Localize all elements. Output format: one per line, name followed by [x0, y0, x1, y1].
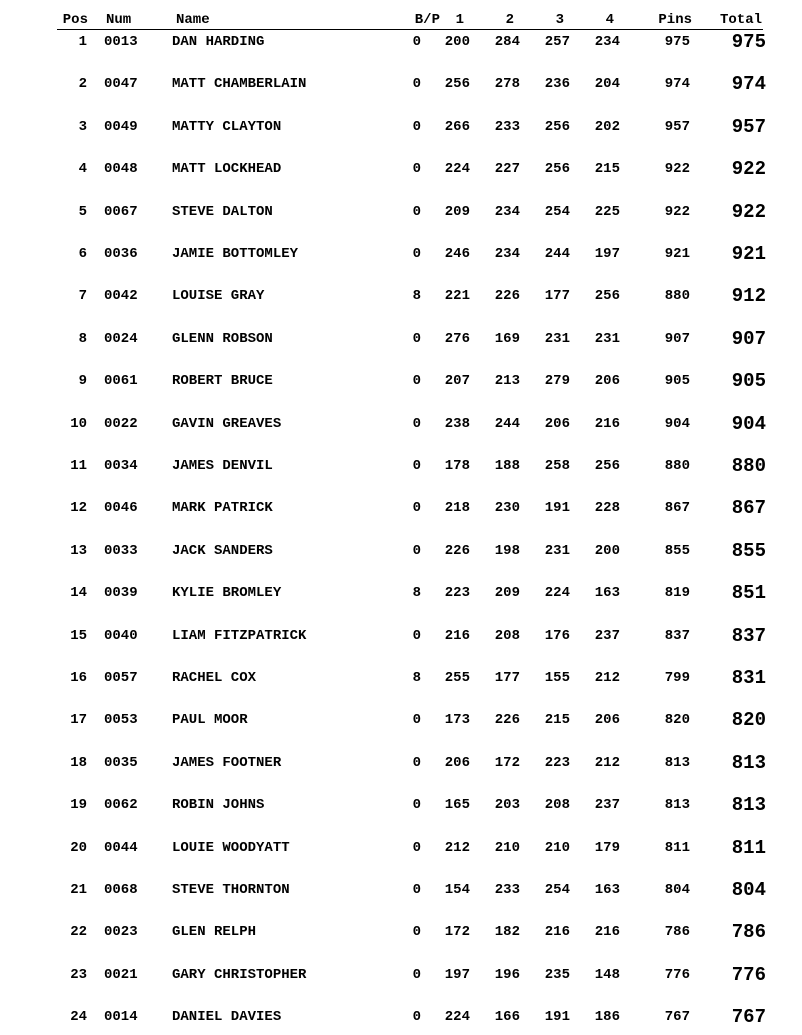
- row-pos: 24: [70, 1009, 87, 1026]
- row-bp: 8: [412, 670, 421, 686]
- row-total: 813: [731, 751, 766, 774]
- row-name: LIAM FITZPATRICK: [172, 627, 307, 644]
- row-bp: 0: [412, 754, 421, 771]
- header-bp: B/P: [414, 12, 440, 28]
- header-game-3: 3: [555, 12, 564, 28]
- row-game-4: 212: [594, 754, 620, 771]
- row-bp: 0: [412, 712, 421, 729]
- row-game-4: 206: [594, 712, 620, 729]
- row-pins: 922: [664, 161, 690, 178]
- table-row: [0, 116, 802, 138]
- row-num: 0061: [104, 373, 138, 390]
- row-game-3: 236: [544, 76, 570, 93]
- row-pos: 18: [70, 754, 87, 771]
- row-bp: 0: [412, 542, 421, 559]
- row-name: LOUISE GRAY: [172, 288, 265, 305]
- row-game-3: 257: [544, 34, 570, 50]
- row-num: 0042: [104, 288, 138, 305]
- row-bp: 0: [412, 415, 421, 432]
- row-game-2: 208: [494, 627, 520, 644]
- row-total: 922: [731, 200, 766, 223]
- row-game-2: 227: [494, 161, 520, 178]
- row-game-1: 206: [444, 754, 470, 771]
- row-game-1: 154: [444, 882, 470, 898]
- table-row: [0, 921, 802, 943]
- table-header: [0, 10, 802, 30]
- row-bp: 0: [412, 161, 421, 178]
- row-pins: 905: [664, 373, 690, 390]
- table-row: [0, 879, 802, 901]
- row-game-4: 202: [594, 118, 620, 135]
- row-game-1: 255: [444, 670, 470, 686]
- row-name: LOUIE WOODYATT: [172, 839, 290, 856]
- row-pins: 880: [664, 288, 690, 305]
- row-total: 851: [731, 582, 766, 605]
- row-game-3: 231: [544, 542, 570, 559]
- row-game-2: 226: [494, 288, 520, 305]
- row-game-2: 244: [494, 415, 520, 432]
- row-game-2: 234: [494, 203, 520, 220]
- row-name: JACK SANDERS: [172, 542, 273, 559]
- row-name: ROBIN JOHNS: [172, 797, 265, 814]
- row-game-1: 256: [444, 76, 470, 93]
- row-game-2: 203: [494, 797, 520, 814]
- row-game-1: 209: [444, 203, 470, 220]
- row-game-1: 197: [444, 966, 470, 983]
- row-game-4: 228: [594, 500, 620, 517]
- row-num: 0044: [104, 839, 138, 856]
- row-game-4: 179: [594, 839, 620, 856]
- row-total: 767: [731, 1006, 766, 1029]
- row-pins: 813: [664, 754, 690, 771]
- row-total: 975: [731, 31, 766, 53]
- row-game-1: 173: [444, 712, 470, 729]
- row-game-4: 197: [594, 246, 620, 262]
- row-game-4: 256: [594, 288, 620, 305]
- row-game-3: 210: [544, 839, 570, 856]
- row-game-2: 188: [494, 458, 520, 474]
- table-row: [0, 625, 802, 647]
- row-game-2: 209: [494, 585, 520, 602]
- row-game-4: 231: [594, 330, 620, 347]
- row-name: PAUL MOOR: [172, 712, 248, 729]
- row-pins: 799: [664, 670, 690, 686]
- row-name: MATT CHAMBERLAIN: [172, 76, 307, 93]
- row-name: MATT LOCKHEAD: [172, 161, 282, 178]
- row-pos: 5: [78, 203, 87, 220]
- row-game-4: 256: [594, 458, 620, 474]
- row-total: 905: [731, 370, 766, 393]
- row-pins: 867: [664, 500, 690, 517]
- row-name: MARK PATRICK: [172, 500, 273, 517]
- row-pos: 17: [70, 712, 87, 729]
- row-game-1: 218: [444, 500, 470, 517]
- table-row: [0, 667, 802, 689]
- row-name: GAVIN GREAVES: [172, 415, 282, 432]
- row-pins: 820: [664, 712, 690, 729]
- table-row: [0, 964, 802, 986]
- row-game-1: 200: [444, 34, 470, 50]
- row-pins: 819: [664, 585, 690, 602]
- row-game-2: 166: [494, 1009, 520, 1026]
- table-row: [0, 158, 802, 180]
- row-pins: 921: [664, 246, 690, 262]
- table-row: [0, 243, 802, 265]
- row-pins: 880: [664, 458, 690, 474]
- row-pos: 20: [70, 839, 87, 856]
- row-pos: 14: [70, 585, 87, 602]
- row-total: 880: [731, 455, 766, 477]
- row-game-2: 233: [494, 882, 520, 898]
- row-pos: 2: [78, 76, 87, 93]
- row-total: 912: [731, 285, 766, 308]
- row-game-1: 216: [444, 627, 470, 644]
- row-game-2: 182: [494, 924, 520, 941]
- row-game-1: 226: [444, 542, 470, 559]
- row-pos: 19: [70, 797, 87, 814]
- table-row: [0, 455, 802, 477]
- row-game-4: 163: [594, 585, 620, 602]
- row-game-1: 224: [444, 161, 470, 178]
- row-name: STEVE DALTON: [172, 203, 273, 220]
- row-num: 0035: [104, 754, 138, 771]
- row-total: 855: [731, 539, 766, 562]
- row-num: 0013: [104, 34, 138, 50]
- table-row: [0, 582, 802, 604]
- row-pins: 855: [664, 542, 690, 559]
- row-pins: 813: [664, 797, 690, 814]
- row-num: 0049: [104, 118, 138, 135]
- table-row: [0, 709, 802, 731]
- row-game-2: 172: [494, 754, 520, 771]
- row-num: 0036: [104, 246, 138, 262]
- row-name: JAMIE BOTTOMLEY: [172, 246, 299, 262]
- row-game-4: 163: [594, 882, 620, 898]
- row-name: MATTY CLAYTON: [172, 118, 282, 135]
- row-game-4: 216: [594, 924, 620, 941]
- row-pins: 804: [664, 882, 690, 898]
- row-game-3: 256: [544, 118, 570, 135]
- table-row: [0, 1006, 802, 1028]
- row-pins: 776: [664, 966, 690, 983]
- row-num: 0021: [104, 966, 138, 983]
- row-bp: 0: [412, 203, 421, 220]
- row-name: GLENN ROBSON: [172, 330, 273, 347]
- row-bp: 0: [412, 118, 421, 135]
- row-pos: 22: [70, 924, 87, 941]
- row-game-1: 224: [444, 1009, 470, 1026]
- row-num: 0023: [104, 924, 138, 941]
- row-bp: 8: [412, 288, 421, 305]
- row-pos: 4: [78, 161, 87, 178]
- row-bp: 0: [412, 839, 421, 856]
- row-num: 0033: [104, 542, 138, 559]
- header-game-2: 2: [505, 12, 514, 28]
- row-name: DAN HARDING: [172, 34, 265, 50]
- row-game-3: 231: [544, 330, 570, 347]
- row-game-3: 235: [544, 966, 570, 983]
- row-bp: 0: [412, 373, 421, 390]
- row-bp: 0: [412, 330, 421, 347]
- row-pos: 12: [70, 500, 87, 517]
- row-name: GLEN RELPH: [172, 924, 257, 941]
- row-bp: 0: [412, 34, 421, 50]
- row-total: 831: [731, 667, 766, 689]
- row-pos: 13: [70, 542, 87, 559]
- row-num: 0053: [104, 712, 138, 729]
- row-game-3: 279: [544, 373, 570, 390]
- row-bp: 0: [412, 966, 421, 983]
- row-bp: 0: [412, 500, 421, 517]
- row-game-1: 238: [444, 415, 470, 432]
- row-pins: 957: [664, 118, 690, 135]
- row-game-1: 172: [444, 924, 470, 941]
- row-game-2: 213: [494, 373, 520, 390]
- row-total: 907: [731, 327, 766, 350]
- row-game-1: 165: [444, 797, 470, 814]
- row-game-3: 244: [544, 246, 570, 262]
- row-game-3: 256: [544, 161, 570, 178]
- row-bp: 0: [412, 246, 421, 262]
- table-row: [0, 497, 802, 519]
- row-num: 0022: [104, 415, 138, 432]
- row-name: JAMES DENVIL: [172, 458, 273, 474]
- row-num: 0048: [104, 161, 138, 178]
- row-bp: 0: [412, 627, 421, 644]
- row-pins: 837: [664, 627, 690, 644]
- row-game-3: 176: [544, 627, 570, 644]
- header-num: Num: [106, 12, 132, 28]
- row-total: 820: [731, 709, 766, 732]
- row-num: 0057: [104, 670, 138, 686]
- row-total: 957: [731, 115, 766, 138]
- row-game-4: 225: [594, 203, 620, 220]
- row-game-2: 278: [494, 76, 520, 93]
- row-game-4: 206: [594, 373, 620, 390]
- row-name: ROBERT BRUCE: [172, 373, 273, 390]
- row-game-3: 191: [544, 500, 570, 517]
- row-game-3: 215: [544, 712, 570, 729]
- row-game-4: 148: [594, 966, 620, 983]
- row-num: 0014: [104, 1009, 138, 1026]
- row-game-3: 223: [544, 754, 570, 771]
- row-game-2: 169: [494, 330, 520, 347]
- row-pins: 767: [664, 1009, 690, 1026]
- row-game-4: 186: [594, 1009, 620, 1026]
- table-row: [0, 328, 802, 350]
- row-num: 0046: [104, 500, 138, 517]
- row-num: 0024: [104, 330, 138, 347]
- table-row: [0, 540, 802, 562]
- row-pins: 974: [664, 76, 690, 93]
- row-pos: 7: [78, 288, 87, 305]
- row-game-4: 212: [594, 670, 620, 686]
- row-game-3: 208: [544, 797, 570, 814]
- row-game-4: 200: [594, 542, 620, 559]
- row-name: JAMES FOOTNER: [172, 754, 282, 771]
- table-row: [0, 201, 802, 223]
- row-game-3: 258: [544, 458, 570, 474]
- row-bp: 0: [412, 882, 421, 898]
- row-game-3: 216: [544, 924, 570, 941]
- row-pos: 11: [70, 458, 87, 474]
- row-bp: 0: [412, 924, 421, 941]
- row-bp: 0: [412, 458, 421, 474]
- row-game-4: 204: [594, 76, 620, 93]
- header-game-1: 1: [455, 12, 464, 28]
- row-game-4: 237: [594, 627, 620, 644]
- row-game-1: 246: [444, 246, 470, 262]
- header-pos: Pos: [62, 12, 88, 28]
- row-total: 837: [731, 624, 766, 647]
- row-name: GARY CHRISTOPHER: [172, 966, 307, 983]
- row-bp: 0: [412, 797, 421, 814]
- table-row: [0, 370, 802, 392]
- row-num: 0034: [104, 458, 138, 474]
- table-row: [0, 285, 802, 307]
- header-divider: [57, 29, 763, 30]
- row-game-4: 215: [594, 161, 620, 178]
- table-row: [0, 752, 802, 774]
- row-bp: 0: [412, 1009, 421, 1026]
- row-pos: 1: [78, 34, 87, 50]
- row-game-3: 177: [544, 288, 570, 305]
- row-game-4: 216: [594, 415, 620, 432]
- row-total: 804: [731, 879, 766, 901]
- row-pos: 15: [70, 627, 87, 644]
- row-game-2: 196: [494, 966, 520, 983]
- table-row: [0, 794, 802, 816]
- row-game-1: 212: [444, 839, 470, 856]
- row-game-4: 237: [594, 797, 620, 814]
- table-row: [0, 73, 802, 95]
- row-total: 922: [731, 158, 766, 181]
- row-total: 867: [731, 497, 766, 520]
- row-total: 776: [731, 963, 766, 986]
- header-pins: Pins: [658, 12, 692, 28]
- row-name: RACHEL COX: [172, 670, 257, 686]
- row-game-3: 224: [544, 585, 570, 602]
- row-total: 921: [731, 243, 766, 265]
- row-pins: 922: [664, 203, 690, 220]
- row-game-1: 266: [444, 118, 470, 135]
- row-num: 0047: [104, 76, 138, 93]
- row-num: 0068: [104, 882, 138, 898]
- row-game-2: 210: [494, 839, 520, 856]
- row-game-3: 155: [544, 670, 570, 686]
- row-total: 813: [731, 794, 766, 817]
- row-pins: 786: [664, 924, 690, 941]
- row-game-2: 230: [494, 500, 520, 517]
- row-game-3: 191: [544, 1009, 570, 1026]
- row-game-2: 233: [494, 118, 520, 135]
- row-num: 0062: [104, 797, 138, 814]
- row-num: 0040: [104, 627, 138, 644]
- row-total: 811: [731, 836, 766, 859]
- row-game-2: 198: [494, 542, 520, 559]
- row-game-2: 284: [494, 34, 520, 50]
- row-bp: 0: [412, 76, 421, 93]
- table-row: [0, 31, 802, 53]
- row-game-1: 178: [444, 458, 470, 474]
- table-row: [0, 413, 802, 435]
- row-game-1: 221: [444, 288, 470, 305]
- row-total: 904: [731, 412, 766, 435]
- row-pos: 21: [70, 882, 87, 898]
- row-game-2: 234: [494, 246, 520, 262]
- row-game-2: 177: [494, 670, 520, 686]
- header-name: Name: [176, 12, 210, 28]
- row-game-3: 254: [544, 203, 570, 220]
- row-pins: 975: [664, 34, 690, 50]
- row-pos: 16: [70, 670, 87, 686]
- row-total: 786: [731, 921, 766, 944]
- table-row: [0, 837, 802, 859]
- row-game-1: 207: [444, 373, 470, 390]
- row-pins: 811: [664, 839, 690, 856]
- row-name: KYLIE BROMLEY: [172, 585, 282, 602]
- row-game-3: 254: [544, 882, 570, 898]
- row-pos: 10: [70, 415, 87, 432]
- row-name: STEVE THORNTON: [172, 882, 290, 898]
- row-game-1: 276: [444, 330, 470, 347]
- row-pos: 6: [78, 246, 87, 262]
- row-pins: 907: [664, 330, 690, 347]
- row-game-1: 223: [444, 585, 470, 602]
- row-num: 0039: [104, 585, 138, 602]
- header-game-4: 4: [605, 12, 614, 28]
- row-pos: 3: [78, 118, 87, 135]
- row-name: DANIEL DAVIES: [172, 1009, 282, 1026]
- header-total: Total: [719, 12, 762, 28]
- row-pos: 23: [70, 966, 87, 983]
- row-game-4: 234: [594, 34, 620, 50]
- row-game-2: 226: [494, 712, 520, 729]
- row-game-3: 206: [544, 415, 570, 432]
- row-bp: 8: [412, 585, 421, 602]
- row-total: 974: [731, 73, 766, 96]
- row-pos: 8: [78, 330, 87, 347]
- row-pins: 904: [664, 415, 690, 432]
- row-pos: 9: [78, 373, 87, 390]
- row-num: 0067: [104, 203, 138, 220]
